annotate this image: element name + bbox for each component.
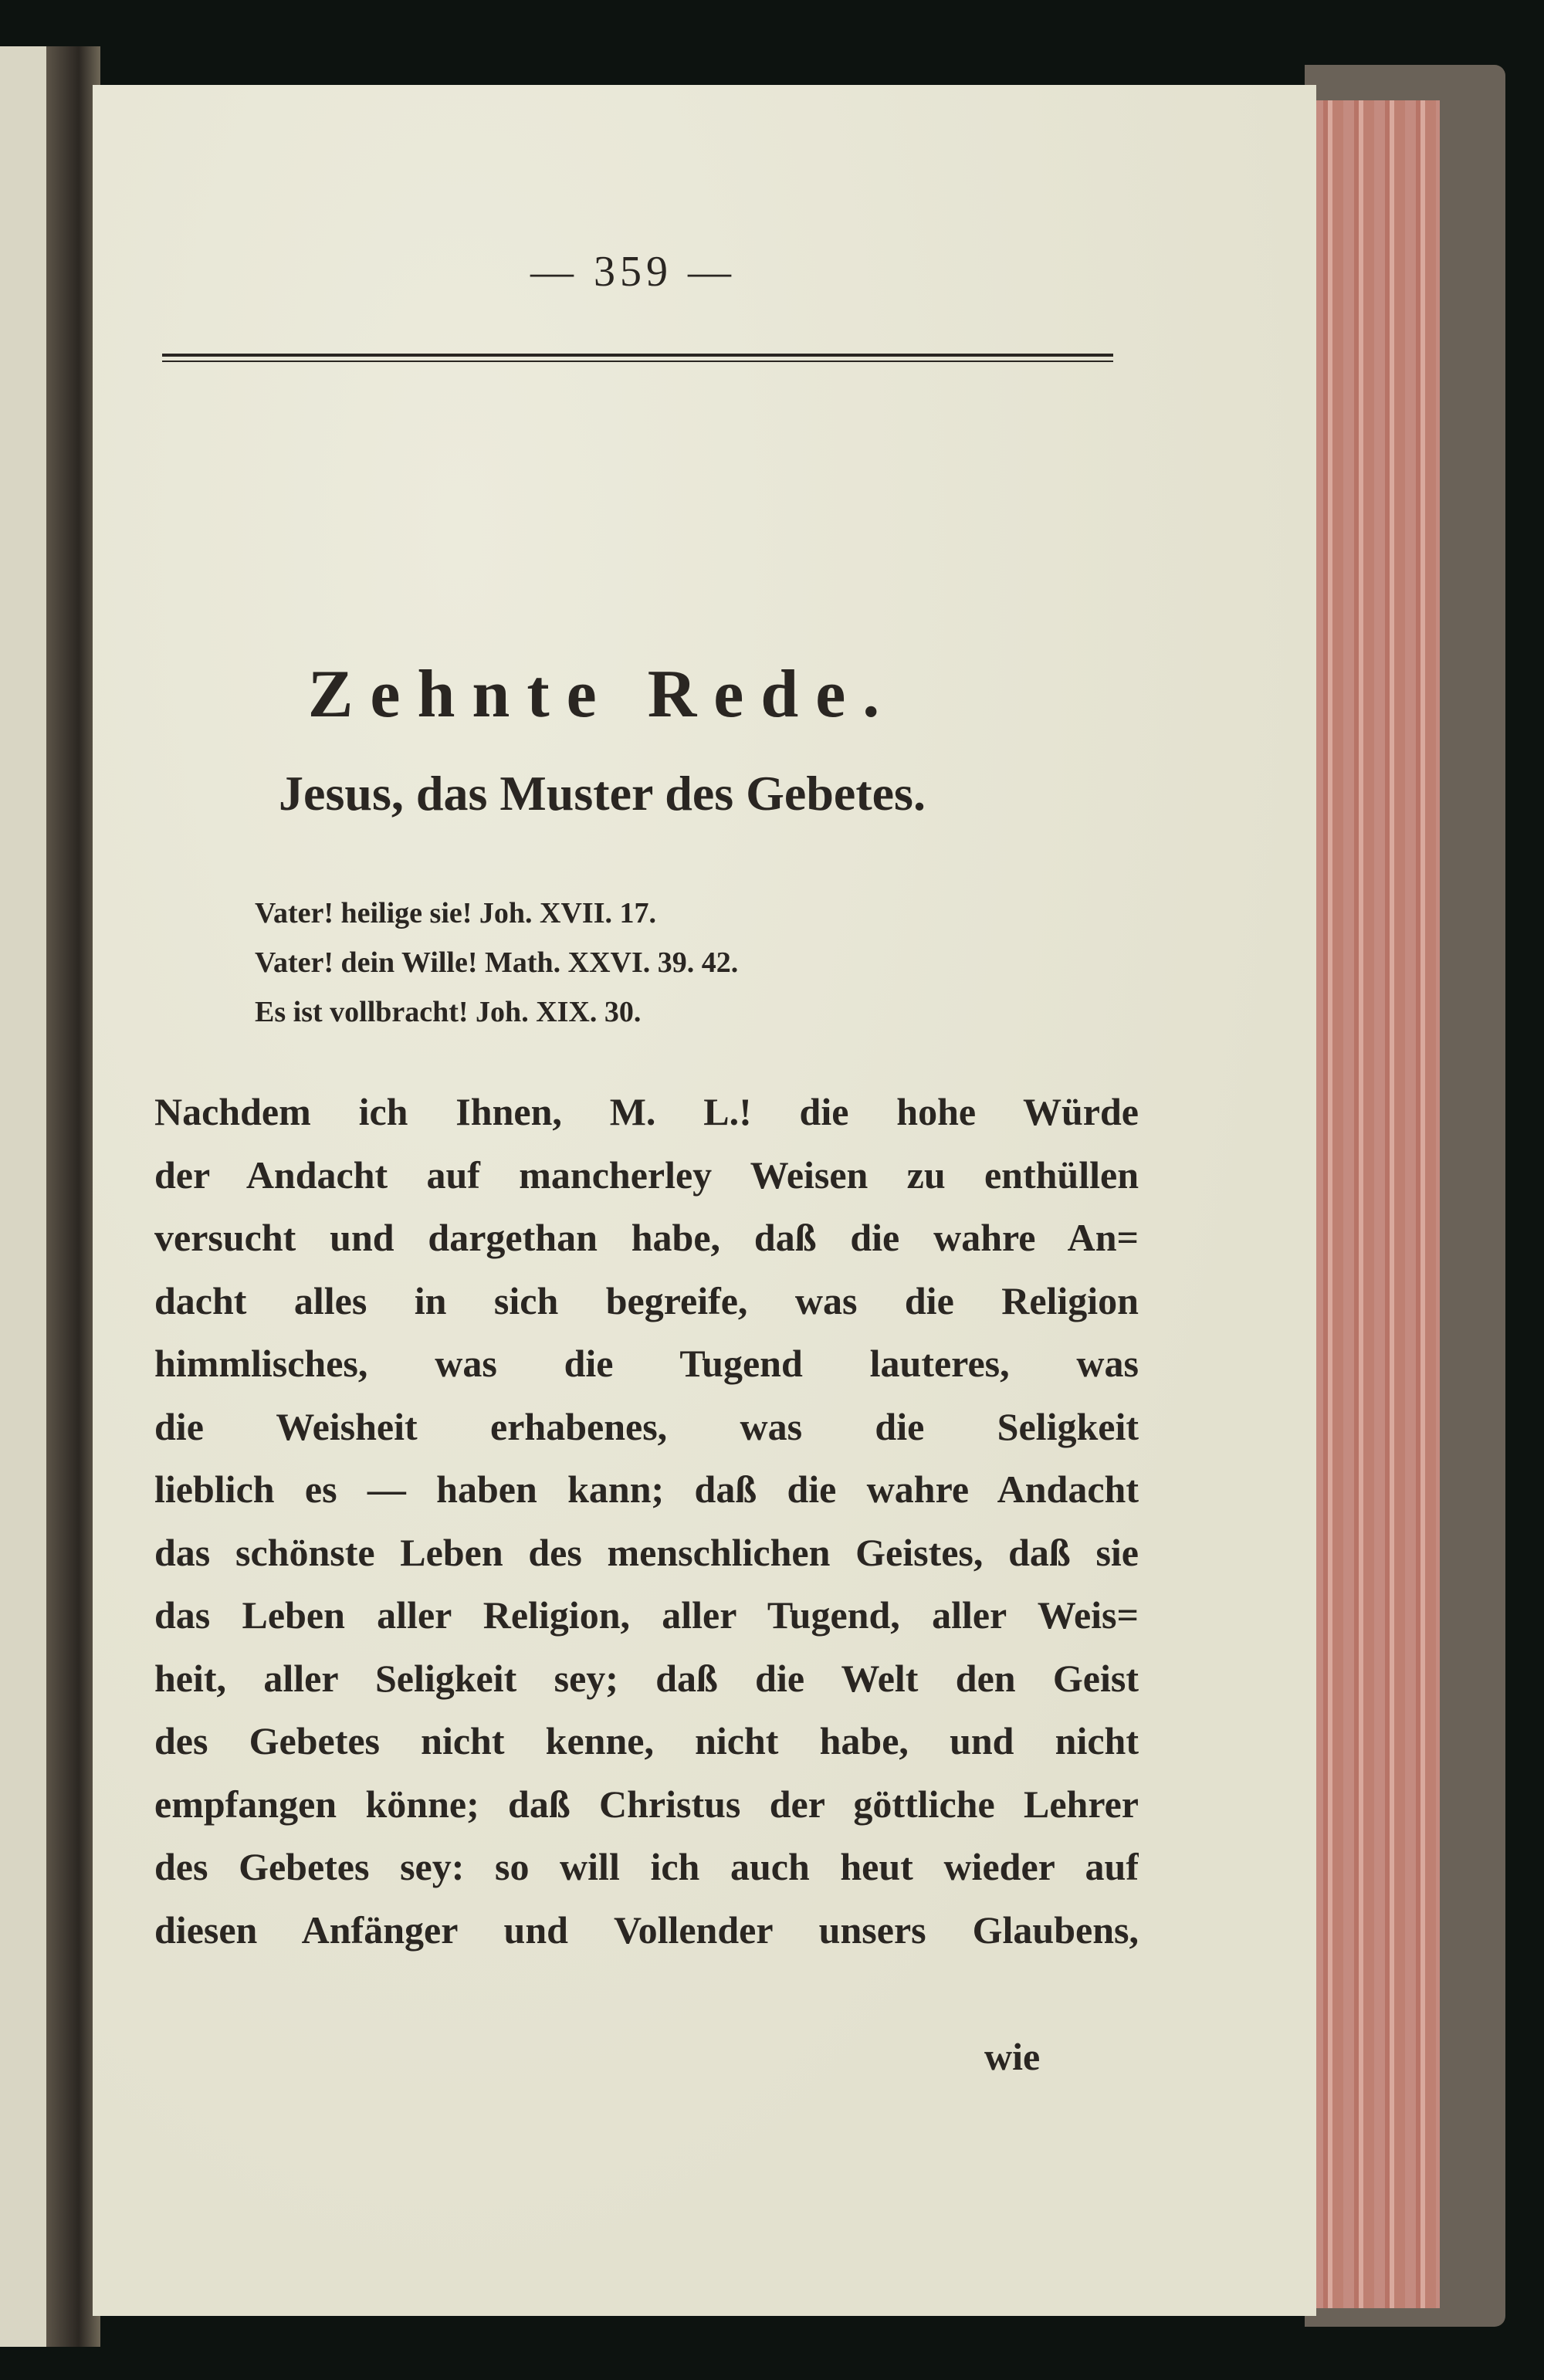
text-line: das schönste Leben des menschlichen Geistes, daß sie <box>154 1530 1139 1574</box>
motto-line: Vater! dein Wille! Math. XXVI. 39. 42. <box>255 946 739 979</box>
text-line: versucht und dargethan habe, daß die wahre An= <box>154 1216 1139 1259</box>
text-line: die Weisheit erhabenes, was die Seligkeit <box>154 1404 1139 1448</box>
chapter-subtitle: Jesus, das Muster des Gebetes. <box>279 766 926 821</box>
motto-line: Vater! heilige sie! Joh. XVII. 17. <box>255 897 656 929</box>
page-number: — 359 — <box>530 248 736 296</box>
text-line: das Leben aller Religion, aller Tugend, aller Weis= <box>154 1593 1139 1637</box>
text-line: des Gebetes nicht kenne, nicht habe, und nicht <box>154 1719 1139 1762</box>
chapter-title: Zehnte Rede. <box>307 657 897 732</box>
text-line: heit, aller Seligkeit sey; daß die Welt den Geist <box>154 1656 1139 1700</box>
text-line: des Gebetes sey: so will ich auch heut wieder auf <box>154 1845 1139 1888</box>
header-rule-thin <box>162 361 1113 362</box>
text-line: Nachdem ich Ihnen, M. L.! die hohe Würde <box>154 1090 1139 1133</box>
text-line: empfangen könne; daß Christus der göttliche Lehrer <box>154 1782 1139 1826</box>
body-text <box>154 1081 1139 1962</box>
text-line: lieblich es — haben kann; daß die wahre Andacht <box>154 1468 1139 1511</box>
header-rule <box>162 354 1113 357</box>
text-line: dacht alles in sich begreife, was die Religion <box>154 1278 1139 1322</box>
page-edges <box>1312 100 1440 2308</box>
text-line: himmlisches, was die Tugend lauteres, was <box>154 1342 1139 1385</box>
text-line: der Andacht auf mancherley Weisen zu enthüllen <box>154 1153 1139 1197</box>
catchword: wie <box>984 2035 1041 2078</box>
text-line: diesen Anfänger und Vollender unsers Glaubens, <box>154 1908 1139 1952</box>
motto-line: Es ist vollbracht! Joh. XIX. 30. <box>255 996 642 1028</box>
